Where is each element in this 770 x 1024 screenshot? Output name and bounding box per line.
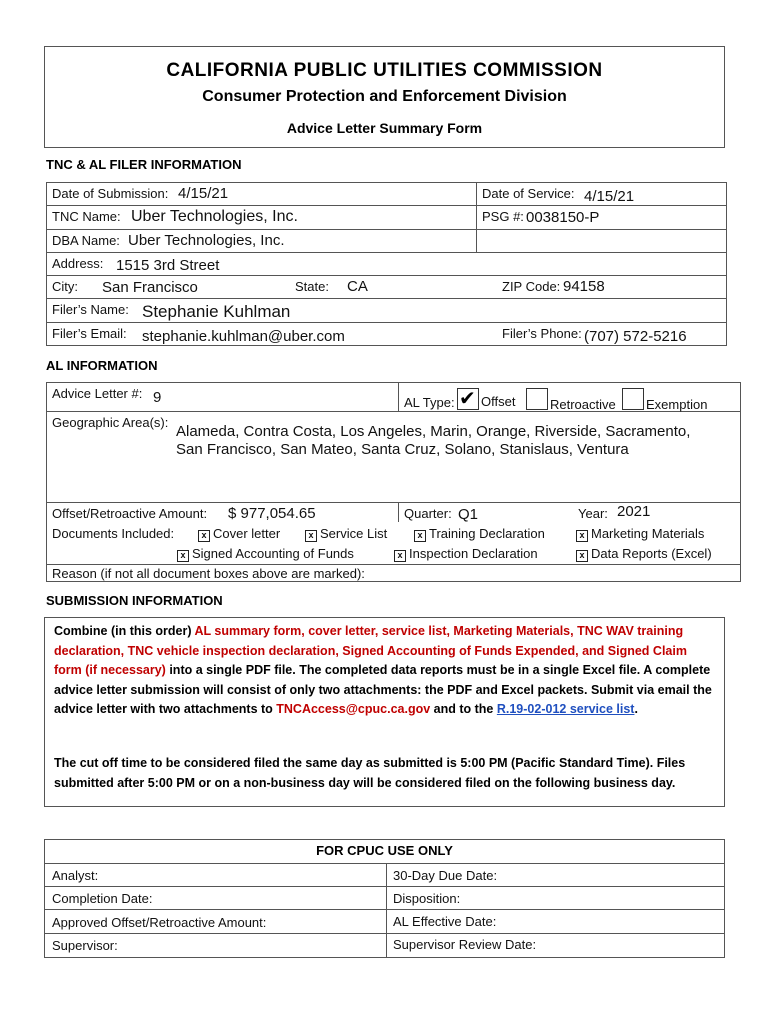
analyst-label: Analyst:: [52, 868, 99, 883]
doc-label: Training Declaration: [429, 526, 545, 541]
dba-name-field[interactable]: Uber Technologies, Inc.: [128, 232, 285, 249]
retroactive-label: Retroactive: [550, 397, 616, 412]
doc-label: Marketing Materials: [591, 526, 705, 541]
city-label: City:: [52, 279, 78, 294]
advice-letter-field[interactable]: 9: [153, 389, 162, 406]
doc-signed-accounting[interactable]: [177, 546, 354, 562]
al-type-label: AL Type:: [404, 395, 455, 410]
doc-training-declaration[interactable]: [414, 526, 545, 542]
geographic-area-line-2[interactable]: San Francisco, San Mateo, Santa Cruz, Solano, Stanislaus, Ventura: [176, 441, 629, 458]
state-field[interactable]: CA: [347, 278, 368, 295]
checked-box-icon: x: [177, 550, 189, 562]
offset-checkbox[interactable]: [457, 388, 479, 410]
address-label: Address:: [52, 256, 104, 271]
zip-label: ZIP Code:: [502, 279, 561, 294]
doc-service-list[interactable]: [305, 526, 387, 542]
reason-label: Reason (if not all document boxes above are marked):: [52, 566, 365, 581]
doc-inspection-declaration[interactable]: [394, 546, 538, 562]
documents-label: Documents Included:: [52, 526, 175, 541]
cpuc-use-heading: FOR CPUC USE ONLY: [316, 843, 453, 858]
doc-label: Service List: [320, 526, 388, 541]
offset-label: Offset: [481, 394, 516, 409]
advice-letter-label: Advice Letter #:: [52, 386, 143, 401]
filer-name-field[interactable]: Stephanie Kuhlman: [142, 302, 291, 321]
doc-label: Signed Accounting of Funds: [192, 546, 354, 561]
filer-section-heading: TNC & AL FILER INFORMATION: [46, 157, 242, 172]
p1-mid: into a single PDF file. The completed data reports must be in a single Excel file. A complete advice letter submission will consist of only two attachments: the PDF and Excel packets. Submit via email the advice letter with two attachments to: [54, 663, 712, 716]
submission-paragraph-2: The cut off time to be considered filed the same day as submitted is 5:00 PM (Pacific Standard Time). Files submitted after 5:00 PM or on a non-business day will be considered filed on the following business day.: [54, 756, 686, 790]
doc-label: Inspection Declaration: [409, 546, 538, 561]
disposition-label: Disposition:: [393, 891, 461, 906]
al-section-heading: AL INFORMATION: [46, 358, 158, 373]
checked-box-icon: x: [576, 550, 588, 562]
filer-phone-label: Filer’s Phone:: [502, 326, 582, 341]
submission-section-heading: SUBMISSION INFORMATION: [46, 593, 223, 608]
p1-end: .: [634, 702, 638, 716]
psg-label: PSG #:: [482, 209, 524, 224]
address-field[interactable]: 1515 3rd Street: [116, 257, 220, 274]
service-list-link[interactable]: R.19-02-012 service list: [496, 702, 635, 716]
city-field[interactable]: San Francisco: [102, 279, 198, 296]
completion-date-label: Completion Date:: [52, 891, 153, 906]
dba-name-label: DBA Name:: [52, 233, 120, 248]
supervisor-review-label: Supervisor Review Date:: [393, 937, 537, 952]
form-name: Advice Letter Summary Form: [286, 120, 483, 136]
tnc-name-label: TNC Name:: [52, 209, 121, 224]
doc-cover-letter[interactable]: [198, 526, 280, 542]
geographic-area-label: Geographic Area(s):: [52, 415, 169, 430]
amount-label: Offset/Retroactive Amount:: [52, 506, 208, 521]
check-icon: ✔: [459, 388, 476, 410]
doc-label: Cover letter: [213, 526, 281, 541]
quarter-field[interactable]: Q1: [458, 506, 479, 523]
effective-date-label: AL Effective Date:: [393, 914, 497, 929]
doc-data-reports[interactable]: [576, 546, 712, 562]
checked-box-icon: x: [394, 550, 406, 562]
date-service-label: Date of Service:: [482, 186, 575, 201]
p1-lead: Combine (in this order): [54, 624, 195, 638]
exemption-label: Exemption: [646, 397, 708, 412]
filer-name-label: Filer’s Name:: [52, 302, 129, 317]
year-label: Year:: [578, 506, 608, 521]
page-title: CALIFORNIA PUBLIC UTILITIES COMMISSION: [166, 60, 603, 81]
zip-field[interactable]: 94158: [563, 278, 605, 295]
exemption-checkbox[interactable]: [622, 388, 644, 410]
filer-email-label: Filer’s Email:: [52, 326, 127, 341]
year-field[interactable]: 2021: [617, 503, 651, 520]
checked-box-icon: x: [414, 530, 426, 542]
checked-box-icon: x: [198, 530, 210, 542]
p1-and: and to the: [430, 702, 497, 716]
geographic-area-line-1[interactable]: Alameda, Contra Costa, Los Angeles, Marin, Orange, Riverside, Sacramento,: [176, 423, 691, 440]
date-submission-field[interactable]: 4/15/21: [178, 185, 229, 202]
checked-box-icon: x: [576, 530, 588, 542]
filer-email-field[interactable]: stephanie.kuhlman@uber.com: [142, 328, 345, 345]
division-title: Consumer Protection and Enforcement Division: [202, 88, 567, 105]
tnc-name-field[interactable]: Uber Technologies, Inc.: [131, 208, 298, 225]
due-date-label: 30-Day Due Date:: [393, 868, 498, 883]
quarter-label: Quarter:: [404, 506, 452, 521]
date-submission-label: Date of Submission:: [52, 186, 169, 201]
psg-field[interactable]: 0038150-P: [526, 209, 600, 226]
tncaccess-email-link[interactable]: TNCAccess@cpuc.ca.gov: [276, 702, 431, 716]
doc-label: Data Reports (Excel): [591, 546, 712, 561]
submission-paragraph-1: [54, 622, 718, 720]
doc-marketing-materials[interactable]: [576, 526, 704, 542]
date-service-field[interactable]: 4/15/21: [584, 188, 635, 205]
checked-box-icon: x: [305, 530, 317, 542]
approved-amount-label: Approved Offset/Retroactive Amount:: [52, 915, 267, 930]
state-label: State:: [295, 279, 329, 294]
p1-required-docs: AL summary form, cover letter, service list, Marketing Materials, TNC WAV training declaration, TNC vehicle inspection declaration, Signed Accounting of Funds Expended, and Signed Claim form (if necessary): [54, 624, 687, 677]
filer-phone-field[interactable]: (707) 572-5216: [584, 328, 687, 345]
amount-field[interactable]: $ 977,054.65: [228, 505, 316, 522]
retroactive-checkbox[interactable]: [526, 388, 548, 410]
supervisor-label: Supervisor:: [52, 938, 118, 953]
